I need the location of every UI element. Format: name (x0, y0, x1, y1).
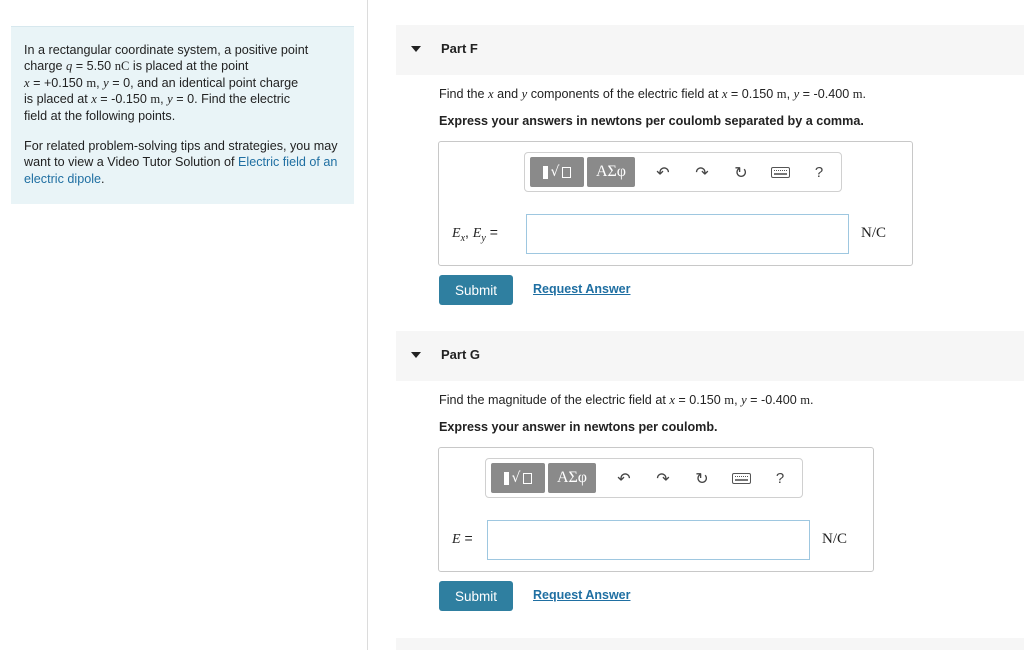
greek-symbols-button[interactable]: ΑΣφ (587, 157, 635, 187)
keyboard-icon (771, 167, 790, 178)
part-g-instruction: Express your answer in newtons per coulomb. (439, 420, 718, 434)
math-toolbar (485, 458, 803, 498)
sqrt-icon: √ (511, 470, 521, 486)
template-box-icon (562, 167, 571, 178)
keyboard-button[interactable] (769, 160, 791, 184)
part-g-request-answer-link[interactable]: Request Answer (533, 588, 631, 602)
tips-text: For related problem-solving tips and strategies, you may want to view a Video Tutor Solution of Electric field of an electric dipole. (24, 139, 338, 186)
sqrt-icon: √ (550, 164, 560, 180)
keyboard-button[interactable] (730, 466, 752, 490)
video-tutor-link[interactable]: Electric field of an electric dipole (24, 155, 338, 186)
templates-button[interactable] (530, 157, 584, 187)
collapse-triangle-icon[interactable] (411, 352, 421, 358)
part-f-title: Part F (441, 41, 478, 56)
part-g-unit: N/C (822, 531, 848, 547)
part-g-answer-label: E = (452, 530, 473, 547)
templates-button[interactable] (491, 463, 545, 493)
keyboard-icon (732, 473, 751, 484)
help-icon[interactable]: ? (814, 163, 824, 181)
part-g-header[interactable] (396, 331, 1024, 381)
undo-icon[interactable]: ↶ (656, 162, 670, 182)
part-f-instruction: Express your answers in newtons per coulomb separated by a comma. (439, 114, 864, 128)
math-toolbar (524, 152, 842, 192)
part-f-answer-box (438, 141, 913, 266)
part-g-question: Find the magnitude of the electric field at x = 0.150 m, y = -0.400 m. (439, 393, 814, 407)
problem-intro-panel (11, 26, 354, 204)
undo-icon[interactable]: ↶ (617, 468, 631, 488)
part-f-answer-label: $E_x$, $E_y$ = (452, 224, 498, 244)
collapse-triangle-icon[interactable] (411, 46, 421, 52)
help-icon[interactable]: ? (775, 469, 785, 487)
redo-icon[interactable]: ↷ (695, 162, 709, 182)
problem-statement: In a rectangular coordinate system, a positive point charge q = 5.50 nC is placed at the point x = +0.150 m, y = 0, and an identical point charge is placed at x = -0.150 m, y = 0. Find the electric field at the following points. (24, 43, 309, 123)
part-f-unit: N/C (861, 225, 887, 241)
part-f-request-answer-link[interactable]: Request Answer (533, 282, 631, 296)
reset-icon[interactable]: ↻ (734, 162, 748, 182)
part-f-header[interactable] (396, 25, 1024, 75)
greek-symbols-button[interactable]: ΑΣφ (548, 463, 596, 493)
part-f-submit-button[interactable]: Submit (439, 275, 513, 305)
part-g-answer-input[interactable] (487, 520, 810, 560)
next-part-header[interactable] (396, 638, 1024, 650)
column-divider (367, 0, 368, 650)
redo-icon[interactable]: ↷ (656, 468, 670, 488)
template-block-icon (504, 472, 509, 485)
reset-icon[interactable]: ↻ (695, 468, 709, 488)
part-g-answer-box (438, 447, 874, 572)
part-g-submit-button[interactable]: Submit (439, 581, 513, 611)
template-block-icon (543, 166, 548, 179)
part-f-answer-input[interactable] (526, 214, 849, 254)
part-g-title: Part G (441, 347, 481, 362)
template-box-icon (523, 473, 532, 484)
part-f-question: Find the x and y components of the electric field at x = 0.150 m, y = -0.400 m. (439, 87, 867, 101)
